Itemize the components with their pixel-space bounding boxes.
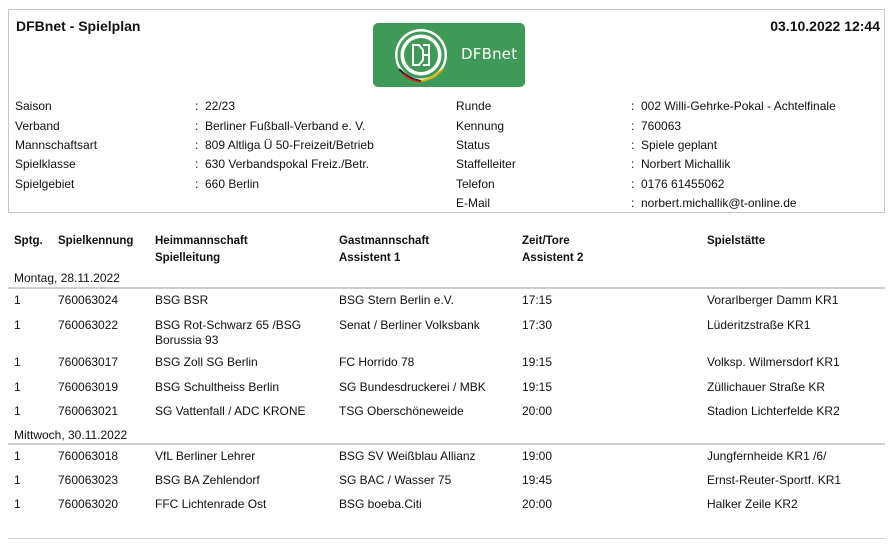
info-label-spielklasse: Spielklasse	[15, 157, 76, 171]
cell-kennung: 760063018	[58, 449, 119, 463]
info-label-status: Status	[456, 138, 491, 152]
cell-gast: BSG boeba.Citi	[339, 497, 422, 511]
info-label-mannschaftsart: Mannschaftsart	[15, 138, 98, 152]
info-label-saison: Saison	[15, 99, 52, 113]
column-header-spielstaette: Spielstätte	[707, 235, 766, 247]
cell-gast: FC Horrido 78	[339, 355, 415, 369]
info-label-email: E-Mail	[456, 196, 491, 210]
cell-heim: BSG Rot-Schwarz 65 /BSG	[155, 318, 302, 332]
column-header-gast	[339, 233, 429, 267]
column-header-heim	[155, 233, 248, 267]
cell-sptg: 1	[14, 404, 21, 418]
print-datetime: 03.10.2022 12:44	[770, 18, 880, 34]
day-header: Montag, 28.11.2022	[14, 271, 120, 285]
info-value-telefon: : 0176 61455062	[641, 177, 724, 191]
info-value-saison: : 22/23	[205, 99, 235, 113]
cell-zeit: 19:15	[522, 355, 553, 369]
column-header-sptg: Sptg.	[14, 235, 43, 247]
cell-spielstaette: Volksp. Wilmersdorf KR1	[707, 355, 840, 369]
info-value-status: : Spiele geplant	[641, 138, 717, 152]
cell-gast: TSG Oberschöneweide	[339, 404, 464, 418]
dfbnet-logo	[373, 23, 525, 87]
cell-sptg: 1	[14, 355, 21, 369]
cell-sptg: 1	[14, 449, 21, 463]
cell-gast: BSG SV Weißblau Allianz	[339, 449, 476, 463]
day-separator	[8, 287, 885, 289]
cell-sptg: 1	[14, 318, 21, 332]
cell-kennung: 760063024	[58, 293, 119, 307]
cell-kennung: 760063021	[58, 404, 119, 418]
cell-sptg: 1	[14, 473, 21, 487]
cell-gast: SG Bundesdruckerei / MBK	[339, 380, 486, 394]
info-label-staffelleiter: Staffelleiter	[456, 157, 516, 171]
cell-heim-line2: Borussia 93	[155, 333, 219, 347]
cell-heim: FFC Lichtenrade Ost	[155, 497, 267, 511]
cell-sptg: 1	[14, 293, 21, 307]
info-value-spielklasse: : 630 Verbandspokal Freiz./Betr.	[205, 157, 369, 171]
cell-spielstaette: Ernst-Reuter-Sportf. KR1	[707, 473, 842, 487]
cell-spielstaette: Vorarlberger Damm KR1	[707, 293, 839, 307]
cell-heim: VfL Berliner Lehrer	[155, 449, 256, 463]
column-header-gast-label: Gastmannschaft	[339, 235, 430, 247]
cell-spielstaette: Stadion Lichterfelde KR2	[707, 404, 840, 418]
info-label-telefon: Telefon	[456, 177, 495, 191]
cell-heim: BSG BSR	[155, 293, 209, 307]
logo-text: DFBnet	[461, 45, 518, 63]
info-label-spielgebiet: Spielgebiet	[15, 177, 75, 191]
cell-spielstaette: Lüderitzstraße KR1	[707, 318, 811, 332]
cell-heim: BSG Schultheiss Berlin	[155, 380, 280, 394]
cell-zeit: 17:30	[522, 318, 553, 332]
info-label-kennung: Kennung	[456, 119, 505, 133]
cell-zeit: 19:00	[522, 449, 553, 463]
page-title: DFBnet - Spielplan	[16, 18, 141, 34]
cell-kennung: 760063023	[58, 473, 119, 487]
column-header-heim-label: Heimmannschaft	[155, 235, 248, 247]
cell-kennung: 760063017	[58, 355, 119, 369]
cell-sptg: 1	[14, 380, 21, 394]
cell-spielstaette: Halker Zeile KR2	[707, 497, 798, 511]
info-value-kennung: : 760063	[641, 119, 681, 133]
info-label-runde: Runde	[456, 99, 492, 113]
cell-zeit: 19:15	[522, 380, 553, 394]
cell-zeit: 19:45	[522, 473, 553, 487]
cell-kennung: 760063022	[58, 318, 119, 332]
day-separator	[8, 443, 885, 445]
info-value-runde: : 002 Willi-Gehrke-Pokal - Achtelfinale	[641, 99, 836, 113]
info-value-verband: : Berliner Fußball-Verband e. V.	[205, 119, 365, 133]
column-header-assistent2-label: Assistent 2	[522, 252, 584, 264]
dfb-emblem-icon	[389, 27, 453, 83]
info-label-verband: Verband	[15, 119, 60, 133]
column-header-assistent1-label: Assistent 1	[339, 252, 401, 264]
info-value-spielgebiet: : 660 Berlin	[205, 177, 259, 191]
day-header: Mittwoch, 30.11.2022	[14, 428, 128, 442]
column-header-zeit-label: Zeit/Tore	[522, 235, 570, 247]
cell-gast: BSG Stern Berlin e.V.	[339, 293, 454, 307]
cell-kennung: 760063019	[58, 380, 119, 394]
cell-zeit: 17:15	[522, 293, 553, 307]
info-value-staffelleiter: : Norbert Michallik	[641, 157, 730, 171]
cell-gast: SG BAC / Wasser 75	[339, 473, 452, 487]
cell-heim: SG Vattenfall / ADC KRONE	[155, 404, 306, 418]
footer-divider	[8, 538, 885, 539]
column-header-zeit	[522, 233, 583, 267]
cell-kennung: 760063020	[58, 497, 119, 511]
cell-gast: Senat / Berliner Volksbank	[339, 318, 480, 332]
cell-heim: BSG Zoll SG Berlin	[155, 355, 258, 369]
info-value-mannschaftsart: : 809 Altliga Ü 50-Freizeit/Betrieb	[205, 138, 374, 152]
cell-sptg: 1	[14, 497, 21, 511]
cell-spielstaette: Züllichauer Straße KR	[707, 380, 826, 394]
cell-spielstaette: Jungfernheide KR1 /6/	[707, 449, 827, 463]
column-header-spielleitung-label: Spielleitung	[155, 252, 221, 264]
column-header-kennung: Spielkennung	[58, 235, 134, 247]
cell-zeit: 20:00	[522, 404, 553, 418]
cell-zeit: 20:00	[522, 497, 553, 511]
header-box	[8, 9, 885, 213]
cell-heim: BSG BA Zehlendorf	[155, 473, 260, 487]
info-value-email[interactable]: : norbert.michallik@t-online.de	[641, 196, 797, 210]
